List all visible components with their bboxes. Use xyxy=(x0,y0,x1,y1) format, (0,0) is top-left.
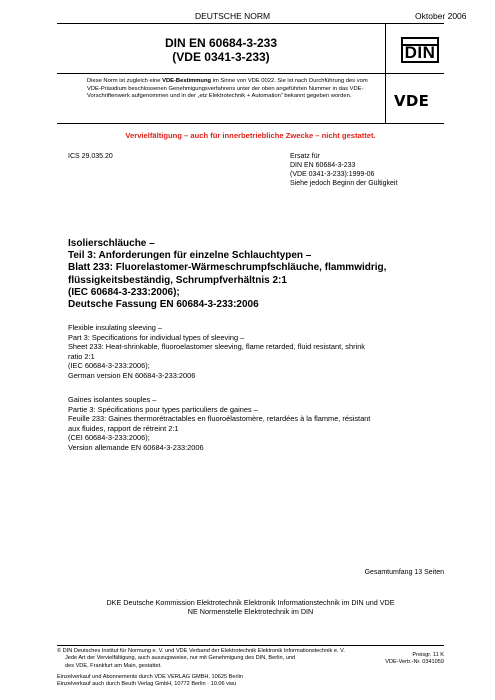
din-logo-text: DIN xyxy=(404,43,436,62)
footer-rule xyxy=(57,645,444,646)
french-title xyxy=(68,395,370,453)
french-title-line: (CEI 60684-3-233:2006); xyxy=(68,433,150,443)
notice-rule xyxy=(57,123,444,124)
replacement-line: Siehe jedoch Beginn der Gültigkeit xyxy=(290,180,398,187)
french-title-line: Feuille 233: Gaines thermorétractables en fluoroélastomère, retardées à la flamme, résistant xyxy=(68,414,371,424)
committee-block xyxy=(57,598,444,617)
copyright-notice xyxy=(57,648,387,670)
ics-code: ICS 29.035.20 xyxy=(68,153,113,160)
copyright-line: Jede Art der Vervielfältigung, auch auszugsweise, nur mit Genehmigung des DIN, Berlin, und xyxy=(65,655,296,662)
issue-date: Oktober 2006 xyxy=(415,11,467,21)
title-block-rule xyxy=(57,73,444,74)
german-title-line: (IEC 60684-3-233:2006); xyxy=(68,286,180,298)
vde-order-number: VDE-Vertr.-Nr. 0341059 xyxy=(385,659,444,666)
page-count: Gesamtumfang 13 Seiten xyxy=(364,569,444,576)
sales-line: Einzelverkauf und Abonnements durch VDE VERLAG GMBH, 10625 Berlin xyxy=(57,674,243,680)
vde-logo: VDE xyxy=(394,92,430,110)
german-title-line: Teil 3: Anforderungen für einzelne Schlauchtypen – xyxy=(68,250,312,262)
sales-info xyxy=(57,674,387,689)
french-title-line: Partie 3: Spécifications pour types particuliers de gaines – xyxy=(68,404,258,414)
german-title-line: flüssigkeitsbeständig, Schrumpfverhältnis 2:1 xyxy=(68,274,287,286)
reproduction-notice: Vervielfältigung – auch für innerbetriebliche Zwecke – nicht gestattet. xyxy=(125,131,376,140)
sales-line: Einzelverkauf auch durch Beuth Verlag GmbH, 10772 Berlin · 10.06 vwu xyxy=(57,681,237,688)
copyright-line: des VDE, Frankfurt am Main, gestattet. xyxy=(65,662,162,669)
vde-number: (VDE 0341-3-233) xyxy=(172,50,270,64)
english-title xyxy=(68,323,365,381)
vde-notice-rest: im Sinne von VDE 0022. Sie ist nach Durchführung des vom VDE-Präsidium beschlossenen Genehmigungsverfahrens unter der oben angeführten Nummer in das VDE-Vorschriftenwerk aufgenommen und in der „etz Elektrotechnik + Automation“ bekannt gegeben worden. xyxy=(87,78,368,100)
standard-number: DIN EN 60684-3-233 xyxy=(164,36,278,50)
vde-notice-bold: VDE-Bestimmung xyxy=(162,78,212,84)
english-title-line: German version EN 60684-3-233:2006 xyxy=(68,370,196,380)
french-title-line: aux fluides, rapport de rétreint 2:1 xyxy=(68,423,179,433)
german-title-line: Deutsche Fassung EN 60684-3-233:2006 xyxy=(68,299,259,311)
price-info xyxy=(380,652,444,667)
english-title-line: Part 3: Specifications for individual types of sleeving – xyxy=(68,332,245,342)
french-title-line: Version allemande EN 60684-3-233:2006 xyxy=(68,442,204,452)
copyright-line: © DIN Deutsches Institut für Normung e. V. und VDE Verband der Elektrotechnik Elektronik Informationstechnik e. V. xyxy=(57,648,345,654)
german-title-line: Isolierschläuche – xyxy=(68,238,155,249)
english-title-line: Sheet 233: Heat-shrinkable, fluoroelastomer sleeving, flame retarded, fluid resistant, shrink xyxy=(68,342,366,352)
din-logo xyxy=(401,37,439,63)
committee-line: DKE Deutsche Kommission Elektrotechnik Elektronik Informationstechnik im DIN und VDE xyxy=(106,598,395,607)
english-title-line: Flexible insulating sleeving – xyxy=(68,323,163,332)
committee-line: NE Normenstelle Elektrotechnik im DIN xyxy=(187,607,314,617)
vde-notice-prefix: Diese Norm ist zugleich eine xyxy=(87,78,163,84)
norm-label: DEUTSCHE NORM xyxy=(195,11,271,21)
replacement-info xyxy=(290,152,397,188)
french-title-line: Gaines isolantes souples – xyxy=(68,395,157,404)
vde-notice xyxy=(87,78,379,101)
german-title xyxy=(68,238,386,311)
replacement-line: (VDE 0341-3-233):1999-06 xyxy=(290,171,375,178)
english-title-line: ratio 2:1 xyxy=(68,351,95,361)
replacement-line: Ersatz für xyxy=(290,153,320,160)
replacement-line: DIN EN 60684-3-233 xyxy=(290,162,356,169)
english-title-line: (IEC 60684-3-233:2006); xyxy=(68,361,150,371)
german-title-line: Blatt 233: Fluorelastomer-Wärmeschrumpfschläuche, flammwidrig, xyxy=(68,262,387,274)
price-group: Preisgr. 11 K xyxy=(412,652,444,658)
